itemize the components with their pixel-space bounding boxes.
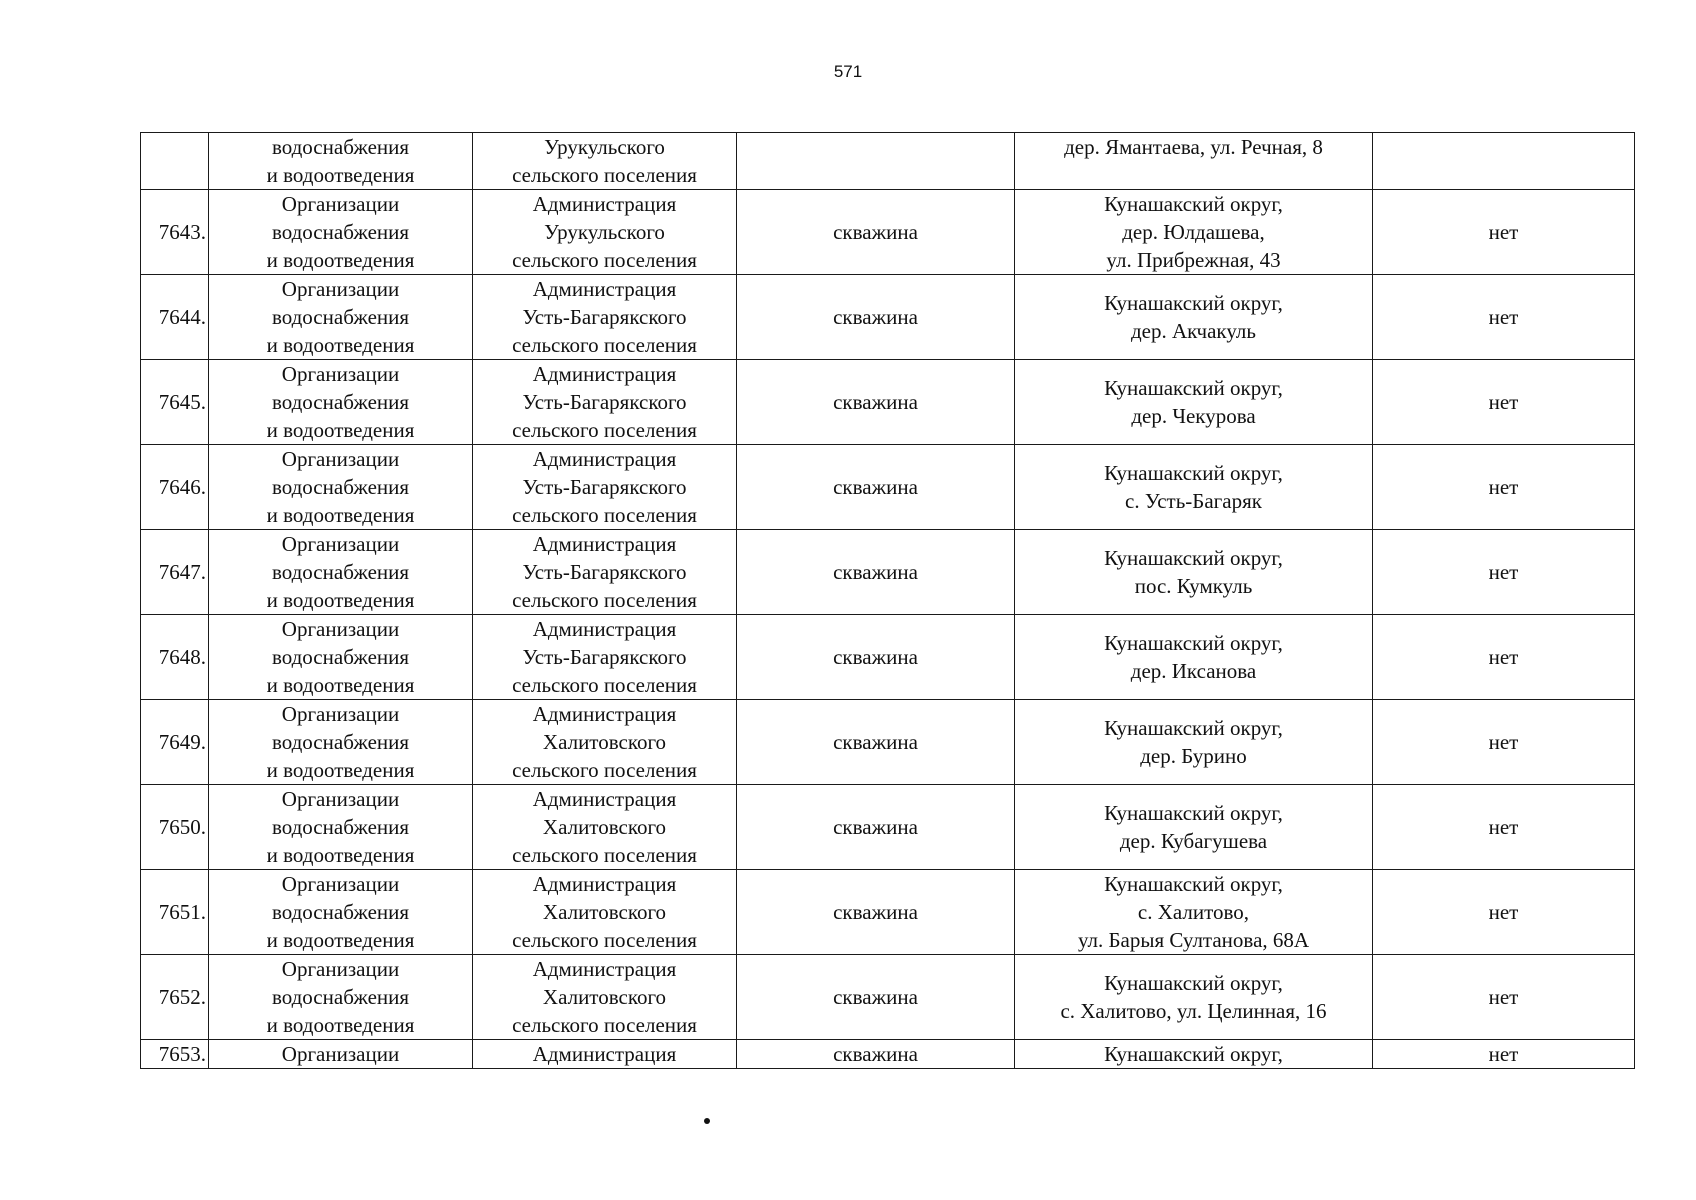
organization-cell [209, 700, 473, 785]
object-cell: скважина [737, 360, 1015, 445]
note-cell: нет [1373, 530, 1635, 615]
note-cell: нет [1373, 360, 1635, 445]
address-line: пос. Кумкуль [1134, 574, 1253, 598]
row-number-cell: 7653. [141, 1040, 209, 1069]
organization-line: водоснабжения [271, 985, 410, 1009]
address-line: Кунашакский округ, [1104, 291, 1283, 315]
organization-line: и водоотведения [266, 843, 415, 867]
organization-line: и водоотведения [266, 333, 415, 357]
registry-table [140, 132, 1635, 1069]
table-row [141, 785, 1635, 870]
object-cell: скважина [737, 955, 1015, 1040]
address-line: дер. Акчакуль [1131, 319, 1256, 343]
organization-cell [209, 445, 473, 530]
administration-cell [473, 615, 737, 700]
address-line: ул. Прибрежная, 43 [1106, 248, 1281, 272]
address-line: Кунашакский округ, [1104, 716, 1283, 740]
administration-line: сельского поселения [512, 673, 697, 697]
organization-line: и водоотведения [266, 163, 415, 187]
administration-line: Урукульского [544, 220, 665, 244]
address-cell [1015, 955, 1373, 1040]
administration-line: сельского поселения [512, 163, 697, 187]
row-number-cell: 7643. [141, 190, 209, 275]
administration-line: Администрация [532, 277, 677, 301]
organization-cell [209, 275, 473, 360]
administration-line: сельского поселения [512, 333, 697, 357]
address-cell [1015, 190, 1373, 275]
organization-line: и водоотведения [266, 758, 415, 782]
object-cell: скважина [737, 275, 1015, 360]
administration-line: Администрация [532, 617, 677, 641]
address-line: с. Халитово, ул. Целинная, 16 [1060, 999, 1327, 1023]
organization-line: водоснабжения [271, 645, 410, 669]
organization-cell [209, 785, 473, 870]
table-row [141, 190, 1635, 275]
administration-line: Администрация [532, 872, 677, 896]
row-number-cell: 7647. [141, 530, 209, 615]
address-cell [1015, 870, 1373, 955]
row-number-cell: 7650. [141, 785, 209, 870]
administration-line: сельского поселения [512, 588, 697, 612]
address-line: дер. Кубагушева [1119, 829, 1268, 853]
table-row [141, 530, 1635, 615]
organization-line: и водоотведения [266, 248, 415, 272]
object-cell: скважина [737, 445, 1015, 530]
organization-line: Организации [281, 872, 400, 896]
organization-line: и водоотведения [266, 928, 415, 952]
table-row [141, 360, 1635, 445]
row-number-cell: 7644. [141, 275, 209, 360]
administration-line: Администрация [532, 787, 677, 811]
organization-line: водоснабжения [271, 135, 410, 159]
organization-cell [209, 133, 473, 190]
organization-line: водоснабжения [271, 305, 410, 329]
organization-line: Организации [281, 787, 400, 811]
registry-table-body [141, 133, 1635, 1069]
object-cell: скважина [737, 190, 1015, 275]
administration-line: сельского поселения [512, 928, 697, 952]
address-line: дер. Юлдашева, [1122, 220, 1265, 244]
organization-line: Организации [281, 617, 400, 641]
address-line: Кунашакский округ, [1104, 192, 1283, 216]
administration-cell [473, 870, 737, 955]
organization-line: Организации [281, 532, 400, 556]
note-cell: нет [1373, 1040, 1635, 1069]
administration-line: Халитовского [542, 900, 667, 924]
address-line: Кунашакский округ, [1104, 376, 1283, 400]
organization-cell [209, 955, 473, 1040]
administration-cell [473, 700, 737, 785]
note-cell: нет [1373, 275, 1635, 360]
organization-line: и водоотведения [266, 1013, 415, 1037]
administration-line: Усть-Багарякского [522, 390, 687, 414]
organization-line: и водоотведения [266, 588, 415, 612]
note-cell: нет [1373, 445, 1635, 530]
administration-line: Администрация [532, 362, 677, 386]
address-line: Кунашакский округ, [1104, 801, 1283, 825]
address-line: с. Халитово, [1137, 900, 1250, 924]
organization-cell [209, 870, 473, 955]
object-cell: скважина [737, 870, 1015, 955]
organization-line: Организации [281, 277, 400, 301]
row-number-cell: 7645. [141, 360, 209, 445]
object-cell: скважина [737, 785, 1015, 870]
administration-line: Халитовского [542, 815, 667, 839]
address-cell [1015, 275, 1373, 360]
table-row [141, 700, 1635, 785]
row-number-cell: 7646. [141, 445, 209, 530]
table-row [141, 870, 1635, 955]
organization-line: и водоотведения [266, 673, 415, 697]
organization-line: водоснабжения [271, 390, 410, 414]
organization-line: Организации [281, 1042, 400, 1066]
object-cell: скважина [737, 700, 1015, 785]
object-cell: скважина [737, 615, 1015, 700]
administration-line: Администрация [532, 957, 677, 981]
administration-line: Усть-Багарякского [522, 560, 687, 584]
address-line: Кунашакский округ, [1104, 546, 1283, 570]
administration-line: Администрация [532, 447, 677, 471]
organization-line: Организации [281, 957, 400, 981]
administration-line: Администрация [532, 192, 677, 216]
organization-line: водоснабжения [271, 900, 410, 924]
organization-cell [209, 360, 473, 445]
administration-cell [473, 530, 737, 615]
table-row [141, 133, 1635, 190]
object-cell: скважина [737, 1040, 1015, 1069]
administration-line: сельского поселения [512, 248, 697, 272]
row-number-cell: 7652. [141, 955, 209, 1040]
administration-line: Усть-Багарякского [522, 475, 687, 499]
address-line: ул. Барыя Султанова, 68А [1077, 928, 1310, 952]
organization-line: водоснабжения [271, 730, 410, 754]
note-cell: нет [1373, 870, 1635, 955]
table-row [141, 445, 1635, 530]
object-cell [737, 133, 1015, 190]
row-number-cell [141, 133, 209, 190]
address-line: дер. Бурино [1140, 744, 1247, 768]
address-line: Кунашакский округ, [1104, 971, 1283, 995]
address-line: Кунашакский округ, [1104, 631, 1283, 655]
address-line: Кунашакский округ, [1104, 461, 1283, 485]
table-row [141, 955, 1635, 1040]
administration-cell [473, 1040, 737, 1069]
administration-line: Администрация [532, 1042, 677, 1066]
organization-line: водоснабжения [271, 475, 410, 499]
administration-cell [473, 955, 737, 1040]
organization-line: водоснабжения [271, 560, 410, 584]
address-cell [1015, 360, 1373, 445]
organization-line: Организации [281, 362, 400, 386]
administration-line: Урукульского [544, 135, 665, 159]
organization-cell [209, 530, 473, 615]
address-line: дер. Ямантаева, ул. Речная, 8 [1064, 135, 1323, 159]
administration-line: сельского поселения [512, 843, 697, 867]
organization-line: Организации [281, 702, 400, 726]
note-cell: нет [1373, 190, 1635, 275]
administration-line: Администрация [532, 532, 677, 556]
address-cell [1015, 133, 1373, 190]
administration-line: Усть-Багарякского [522, 645, 687, 669]
address-cell [1015, 445, 1373, 530]
administration-cell [473, 445, 737, 530]
address-line: Кунашакский округ, [1104, 872, 1283, 896]
address-line: Кунашакский округ, [1104, 1042, 1283, 1066]
note-cell: нет [1373, 785, 1635, 870]
administration-line: Усть-Багарякского [522, 305, 687, 329]
note-cell: нет [1373, 955, 1635, 1040]
organization-line: Организации [281, 192, 400, 216]
address-cell [1015, 700, 1373, 785]
object-cell: скважина [737, 530, 1015, 615]
organization-cell [209, 190, 473, 275]
organization-line: и водоотведения [266, 503, 415, 527]
organization-line: водоснабжения [271, 220, 410, 244]
administration-line: сельского поселения [512, 1013, 697, 1037]
address-line: дер. Чекурова [1131, 404, 1256, 428]
administration-line: Администрация [532, 702, 677, 726]
stray-dot-mark [704, 1118, 710, 1124]
organization-line: водоснабжения [271, 815, 410, 839]
administration-line: сельского поселения [512, 418, 697, 442]
note-cell: нет [1373, 700, 1635, 785]
organization-line: Организации [281, 447, 400, 471]
address-cell [1015, 785, 1373, 870]
administration-cell [473, 275, 737, 360]
note-cell: нет [1373, 615, 1635, 700]
table-row [141, 275, 1635, 360]
administration-cell [473, 190, 737, 275]
organization-cell [209, 615, 473, 700]
organization-line: и водоотведения [266, 418, 415, 442]
address-cell [1015, 1040, 1373, 1069]
table-row [141, 1040, 1635, 1069]
administration-line: Халитовского [542, 730, 667, 754]
address-cell [1015, 615, 1373, 700]
page-number: 571 [833, 62, 863, 81]
administration-line: Халитовского [542, 985, 667, 1009]
administration-cell [473, 360, 737, 445]
organization-cell [209, 1040, 473, 1069]
note-cell [1373, 133, 1635, 190]
administration-line: сельского поселения [512, 758, 697, 782]
row-number-cell: 7648. [141, 615, 209, 700]
address-line: дер. Иксанова [1130, 659, 1257, 683]
row-number-cell: 7649. [141, 700, 209, 785]
administration-cell [473, 785, 737, 870]
table-row [141, 615, 1635, 700]
administration-cell [473, 133, 737, 190]
address-cell [1015, 530, 1373, 615]
administration-line: сельского поселения [512, 503, 697, 527]
row-number-cell: 7651. [141, 870, 209, 955]
address-line: с. Усть-Багаряк [1125, 489, 1262, 513]
